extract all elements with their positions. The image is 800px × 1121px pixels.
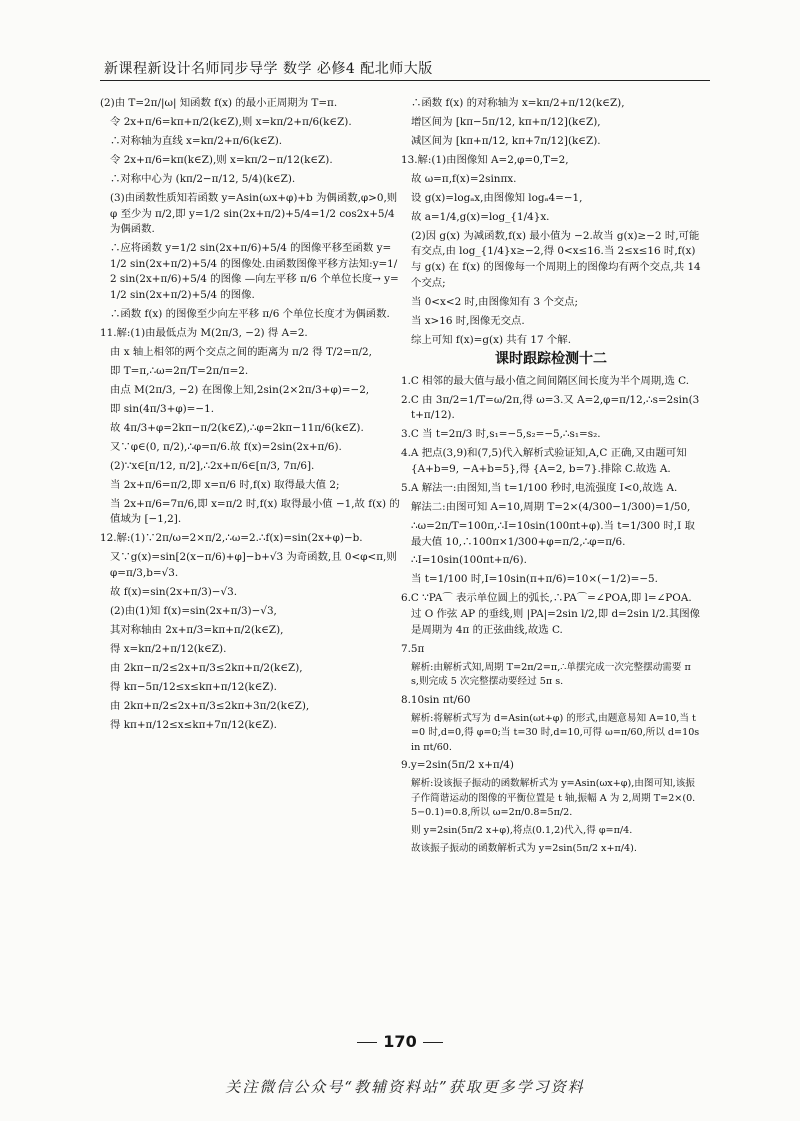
text-line: 2.C 由 3π/2=1/T=ω/2π,得 ω=3.又 A=2,φ=π/12,∴s=2sin(3t+π/12). [401, 393, 700, 422]
text-line: 又∵g(x)=sin[2(x−π/6)+φ]−b+√3 为奇函数,且 0<φ<π,则 φ=π/3,b=√3. [110, 551, 397, 579]
text-line: 解析:设该振子振动的函数解析式为 y=Asin(ωx+φ),由图可知,该振子作简谐运动的图像的平衡位置是 t 轴,振幅 A 为 2,周期 T=2×(0.5−0.1)=0.8,所以 ω=2π/0.8=5π/2. [411, 778, 696, 819]
text-line: 故 f(x)=sin(2x+π/3)−√3. [110, 585, 238, 598]
text-line: ∴I=10sin(100πt+π/6). [411, 554, 527, 567]
right-column [401, 96, 701, 860]
text-line: 12.解:(1)∵2π/ω=2×π/2,∴ω=2.∴f(x)=sin(2x+φ)−b. [100, 532, 363, 545]
section-title: 课时跟踪检测十二 [495, 351, 607, 368]
text-line: 当 t=1/100 时,I=10sin(π+π/6)=10×(−1/2)=−5. [411, 573, 658, 586]
text-line: 得 kπ−5π/12≤x≤kπ+π/12(k∈Z). [110, 680, 277, 693]
text-line: 解法二:由图可知 A=10,周期 T=2×(4/300−1/300)=1/50, [411, 500, 691, 513]
text-line: ∴对称中心为 (kπ/2−π/12, 5/4)(k∈Z). [110, 172, 296, 185]
text-line: ∴函数 f(x) 的对称轴为 x=kπ/2+π/12(k∈Z), [411, 97, 625, 109]
text-line: 故 a=1/4,g(x)=log_{1/4}x. [411, 210, 550, 223]
text-line: 当 x>16 时,图像无交点. [411, 314, 525, 327]
text-line: 故 4π/3+φ=2kπ−π/2(k∈Z),∴φ=2kπ−11π/6(k∈Z). [110, 421, 364, 434]
text-line: 得 x=kπ/2+π/12(k∈Z). [110, 642, 227, 655]
text-line: (3)由函数性质知若函数 y=Asin(ωx+φ)+b 为偶函数,φ>0,则 φ 至少为 π/2,即 y=1/2 sin(2x+π/2)+5/4=1/2 cos2x+5/4 为偶函数. [110, 191, 398, 236]
text-line: 解析:由解析式知,周期 T=2π/2=π,∴单摆完成一次完整摆动需要 π s,则完成 5 次完整摆动要经过 5π s. [411, 661, 691, 688]
text-line: 8.10sin πt/60 [401, 693, 471, 706]
text-line: ∴ω=2π/T=100π,∴I=10sin(100πt+φ).当 t=1/300 时,I 取最大值 10,∴100π×1/300+φ=π/2,∴φ=π/6. [411, 519, 695, 548]
text-line: 3.C 当 t=2π/3 时,s₁=−5,s₂=−5,∴s₁=s₂. [401, 428, 601, 441]
text-line: 增区间为 [kπ−5π/12, kπ+π/12](k∈Z), [411, 115, 601, 128]
page-number: 170 [330, 1032, 470, 1051]
text-line: 由 2kπ+π/2≤2x+π/3≤2kπ+3π/2(k∈Z), [110, 699, 310, 712]
text-line: 即 T=π,∴ω=2π/T=2π/π=2. [110, 364, 249, 377]
text-line: 其对称轴由 2x+π/3=kπ+π/2(k∈Z), [110, 623, 284, 636]
text-line: 设 g(x)=logₐx,由图像知 logₐ4=−1, [411, 191, 583, 204]
text-line: 得 kπ+π/12≤x≤kπ+7π/12(k∈Z). [110, 718, 277, 731]
text-line: 1.C 相邻的最大值与最小值之间间隔区间长度为半个周期,选 C. [401, 374, 690, 387]
text-line: (2)由(1)知 f(x)=sin(2x+π/3)−√3, [110, 604, 277, 617]
text-line: 则 y=2sin(5π/2 x+φ),将点(0.1,2)代入,得 φ=π/4. [411, 825, 633, 836]
text-line: 11.解:(1)由最低点为 M(2π/3, −2) 得 A=2. [100, 326, 308, 339]
text-line: 令 2x+π/6=kπ+π/2(k∈Z),则 x=kπ/2+π/6(k∈Z). [110, 115, 352, 128]
header-divider [100, 80, 710, 81]
footer-note: 关注微信公众号“教辅资料站”获取更多学习资料 [225, 1078, 585, 1096]
text-line: 故该振子振动的函数解析式为 y=2sin(5π/2 x+π/4). [411, 842, 637, 854]
text-line: 又∵φ∈(0, π/2),∴φ=π/6.故 f(x)=2sin(2x+π/6). [110, 440, 342, 453]
text-line: ∴函数 f(x) 的图像至少向左平移 π/6 个单位长度才为偶函数. [110, 307, 390, 320]
text-line: 当 0<x<2 时,由图像知有 3 个交点; [411, 295, 579, 308]
text-line: ∴对称轴为直线 x=kπ/2+π/6(k∈Z). [110, 134, 283, 147]
text-line: (2)因 g(x) 为减函数,f(x) 最小值为 −2.故当 g(x)≥−2 时,可能有交点,由 log_{1/4}x≥−2,得 0<x≤16.当 2≤x≤16 时,f(x) 与 g(x) 在 f(x) 的图像每一个周期上的图像均有两个交点,共 14 个交点; [411, 229, 701, 289]
text-line: 当 2x+π/6=π/2,即 x=π/6 时,f(x) 取得最大值 2; [110, 478, 340, 491]
text-line: 综上可知 f(x)=g(x) 共有 17 个解. [411, 333, 571, 346]
text-line: 4.A 把点(3,9)和(7,5)代入解析式验证知,A,C 正确,又由题可知 {A+b=9, −A+b=5},得 {A=2, b=7}.排除 C.故选 A. [401, 447, 687, 475]
text-line: 13.解:(1)由图像知 A=2,φ=0,T=2, [401, 153, 569, 166]
text-line: 令 2x+π/6=kπ(k∈Z),则 x=kπ/2−π/12(k∈Z). [110, 153, 333, 166]
text-line: ∴应将函数 y=1/2 sin(2x+π/6)+5/4 的图像平移至函数 y=1/2 sin(2x+π/2)+5/4 的图像处.由函数图像平移方法知:y=1/2 sin(2x+π/6)+5/4 的图像 —向左平移 π/6 个单位长度→ y=1/2 sin(2x+π/2)+5/4 的图像. [110, 242, 399, 301]
text-line: 即 sin(4π/3+φ)=−1. [110, 402, 215, 415]
text-line: 9.y=2sin(5π/2 x+π/4) [401, 759, 514, 772]
text-line: 减区间为 [kπ+π/12, kπ+7π/12](k∈Z). [411, 134, 601, 147]
text-line: 故 ω=π,f(x)=2sinπx. [411, 172, 517, 185]
text-line: 当 2x+π/6=7π/6,即 x=π/2 时,f(x) 取得最小值 −1,故 f(x) 的值域为 [−1,2]. [110, 497, 400, 526]
text-line: 7.5π [401, 642, 425, 655]
text-line: 解析:将解析式写为 d=Asin(ωt+φ) 的形式,由题意易知 A=10,当 t=0 时,d=0,得 φ=0;当 t=30 时,d=10,可得 ω=π/60,所以 d=10sin πt/60. [411, 712, 700, 753]
text-line: (2)由 T=2π/|ω| 知函数 f(x) 的最小正周期为 T=π. [100, 97, 338, 109]
text-line: 由 x 轴上相邻的两个交点之间的距离为 π/2 得 T/2=π/2, [110, 345, 372, 358]
left-column [100, 96, 400, 737]
text-line: 由 2kπ−π/2≤2x+π/3≤2kπ+π/2(k∈Z), [110, 661, 303, 674]
text-line: 6.C ∵PA⌒ 表示单位圆上的弧长,∴PA⌒=∠POA,即 l=∠POA.过 O 作弦 AP 的垂线,则 |PA|=2sin l/2,即 d=2sin l/2.其图像是周期为 4π 的正弦曲线,故选 C. [401, 592, 701, 636]
text-line: 由点 M(2π/3, −2) 在图像上知,2sin(2×2π/3+φ)=−2, [110, 383, 370, 396]
text-line: (2)∵x∈[π/12, π/2],∴2x+π/6∈[π/3, 7π/6]. [110, 459, 315, 472]
text-line: 5.A 解法一:由图知,当 t=1/100 秒时,电流强度 I<0,故选 A. [401, 481, 678, 494]
page-header: 新课程新设计名师同步导学 数学 必修4 配北师大版 [104, 61, 433, 77]
